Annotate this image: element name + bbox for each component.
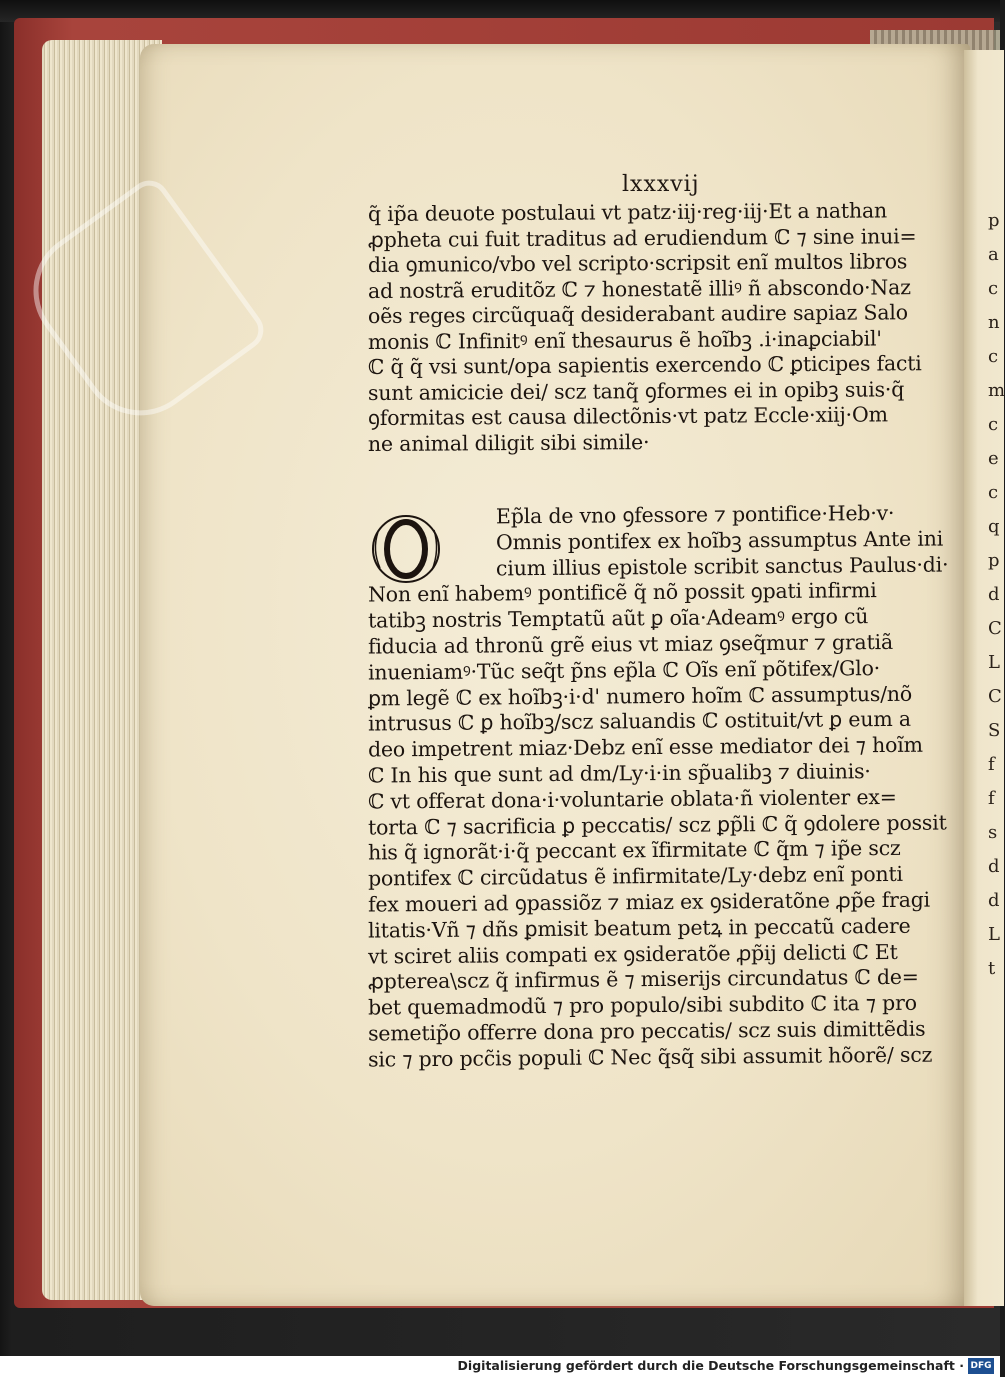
- right-page-fragment: c: [988, 346, 999, 367]
- text-line: fiducia ad thronũ grẽ eius vt miaz ꝯseq̃mur ⁊ gratiã: [367, 629, 894, 659]
- text-line: cium illius epistole scribit sanctus Paulus·di·: [495, 552, 949, 581]
- text-line: ꝑm legẽ ℂ ex hoĩbꝫ·i·d' numero hoĩm ℂ assumptus/nõ: [367, 681, 913, 711]
- text-line: Omnis pontifex ex hoĩbꝫ assumptus Ante ini: [495, 526, 944, 555]
- folio-number: lxxxvij: [622, 172, 700, 197]
- text-line: ꝓpheta cui fuit traditus ad erudiendum ℂ ⁊ sine inui=: [367, 223, 917, 252]
- dfg-logo: DFG: [968, 1358, 994, 1374]
- right-page-fragment: L: [988, 924, 1000, 945]
- text-line: ad nostrã eruditõz ℂ ⁊ honestatẽ illiꝰ ñ abscondo·Naz: [367, 274, 911, 303]
- text-line: intrusus ℂ ꝑ hoĩbꝫ/scz saluandis ℂ ostituit/vt ꝑ eum a: [367, 707, 911, 736]
- funding-credit: Digitalisierung gefördert durch die Deutsche Forschungsgemeinschaft ·: [457, 1358, 964, 1373]
- right-page-fragment: S: [988, 720, 1001, 741]
- right-page-fragment: C: [988, 686, 1002, 707]
- right-page-edge: [964, 50, 1004, 1306]
- text-line: litatis·Vñ ⁊ dñs ꝑmisit beatum petꝝ in peccatũ cadere: [367, 913, 911, 943]
- text-line: ℂ q̃ q̃ vsi sunt/opa sapientis exercendo ℂ ꝑticipes facti: [367, 351, 922, 380]
- footer-bar: [0, 1356, 1000, 1377]
- text-line: Ep̃la de vno ꝯfessore ⁊ pontifice·Heb·v·: [495, 500, 895, 529]
- text-line: ne animal diligit sibi simile·: [367, 429, 650, 456]
- text-line: ꝓpterea\scz q̃ infirmus ẽ ⁊ miserijs circundatus ℂ de=: [367, 965, 919, 994]
- text-line: monis ℂ Infinitꝰ enĩ thesaurus ẽ hoĩbꝫ .i·inaꝑciabil': [367, 325, 882, 354]
- text-line: sic ⁊ pro pcc̃is populi ℂ Nec q̃sq̃ sibi assumit hõorẽ/ scz: [367, 1042, 933, 1072]
- right-page-fragment: c: [988, 278, 999, 299]
- text-line: deo impetrent miaz·Debz enĩ esse mediator dei ⁊ hoĩm: [367, 732, 923, 762]
- paragraph-one: [368, 200, 948, 455]
- text-line: torta ℂ ⁊ sacrificia ꝑ peccatis/ scz ꝑp̃li ℂ q̃ ꝯdolere possit: [367, 810, 947, 840]
- text-line: ℂ vt offerat dona·i·voluntarie oblata·ñ violenter ex=: [367, 784, 897, 814]
- right-page-fragment: C: [988, 618, 1002, 639]
- right-page-fragment: c: [988, 482, 999, 503]
- right-page-fragment: L: [988, 652, 1000, 673]
- right-page-fragment: t: [988, 958, 996, 979]
- text-line: fex moueri ad ꝯpassiõz ⁊ miaz ex ꝯsideratõne ꝓp̃e fragi: [367, 887, 931, 917]
- text-line: sunt amicicie dei/ scz tanq̃ ꝯformes ei in opibꝫ suis·q̃: [367, 376, 905, 405]
- right-page-fragment: f: [988, 754, 995, 775]
- right-page-fragment: a: [988, 244, 999, 265]
- text-line: ℂ In his que sunt ad dm/Ly·i·in sp̃ualibꝫ ⁊ diuinis·: [367, 759, 871, 788]
- right-page-fragment: e: [988, 448, 999, 469]
- text-line: dia ꝯmunico/vbo vel scripto·scripsit enĩ multos libros: [367, 249, 908, 278]
- right-page-fragment: f: [988, 788, 995, 809]
- text-line: ꝯformitas est causa dilectõnis·vt patz Eccle·xiij·Om: [367, 402, 888, 431]
- right-page-fragment: n: [988, 312, 1000, 333]
- text-line: inueniamꝰ·Tũc seq̃t p̃ns ep̃la ℂ Oĩs enĩ põtifex/Glo·: [367, 655, 881, 685]
- text-line: his q̃ ignorãt·i·q̃ peccant ex ĩfirmitate ℂ q̃m ⁊ ip̃e scz: [367, 836, 901, 865]
- paragraph-two: [367, 500, 949, 1072]
- right-page-fragment: d: [988, 856, 1000, 877]
- text-line: pontifex ℂ circũdatus ẽ infirmitate/Ly·debz enĩ ponti: [367, 862, 903, 891]
- text-line: q̃ ip̃a deuote postulaui vt patz·iij·reg·iij·Et a nathan: [367, 198, 888, 227]
- right-page-fragment: p: [988, 550, 1000, 571]
- right-page-fragment: q: [988, 516, 1000, 537]
- text-line: oẽs reges circũquaq̃ desiderabant audire sapiaz Salo: [367, 300, 908, 329]
- text-line: bet quemadmodũ ⁊ pro populo/sibi subdito ℂ ita ⁊ pro: [367, 990, 917, 1020]
- right-page-fragment: c: [988, 414, 999, 435]
- right-page-fragment: m: [988, 380, 1005, 401]
- text-line: tatibꝫ nostris Temptatũ aũt ꝑ oĩa·Adeamꝰ ergo cũ: [367, 604, 869, 633]
- text-line: Non enĩ habemꝰ pontificẽ q̃ nõ possit ꝯpati infirmi: [367, 578, 877, 607]
- text-line: semetip̃o offerre dona pro peccatis/ scz suis dimittẽdis: [367, 1016, 926, 1046]
- right-page-fragment: s: [988, 822, 998, 843]
- right-page-fragment: d: [988, 584, 1000, 605]
- right-page-fragment: p: [988, 210, 1000, 231]
- right-page-fragment: d: [988, 890, 1000, 911]
- text-line: vt sciret aliis compati ex ꝯsideratõe ꝓp̃ij delicti ℂ Et: [367, 939, 898, 969]
